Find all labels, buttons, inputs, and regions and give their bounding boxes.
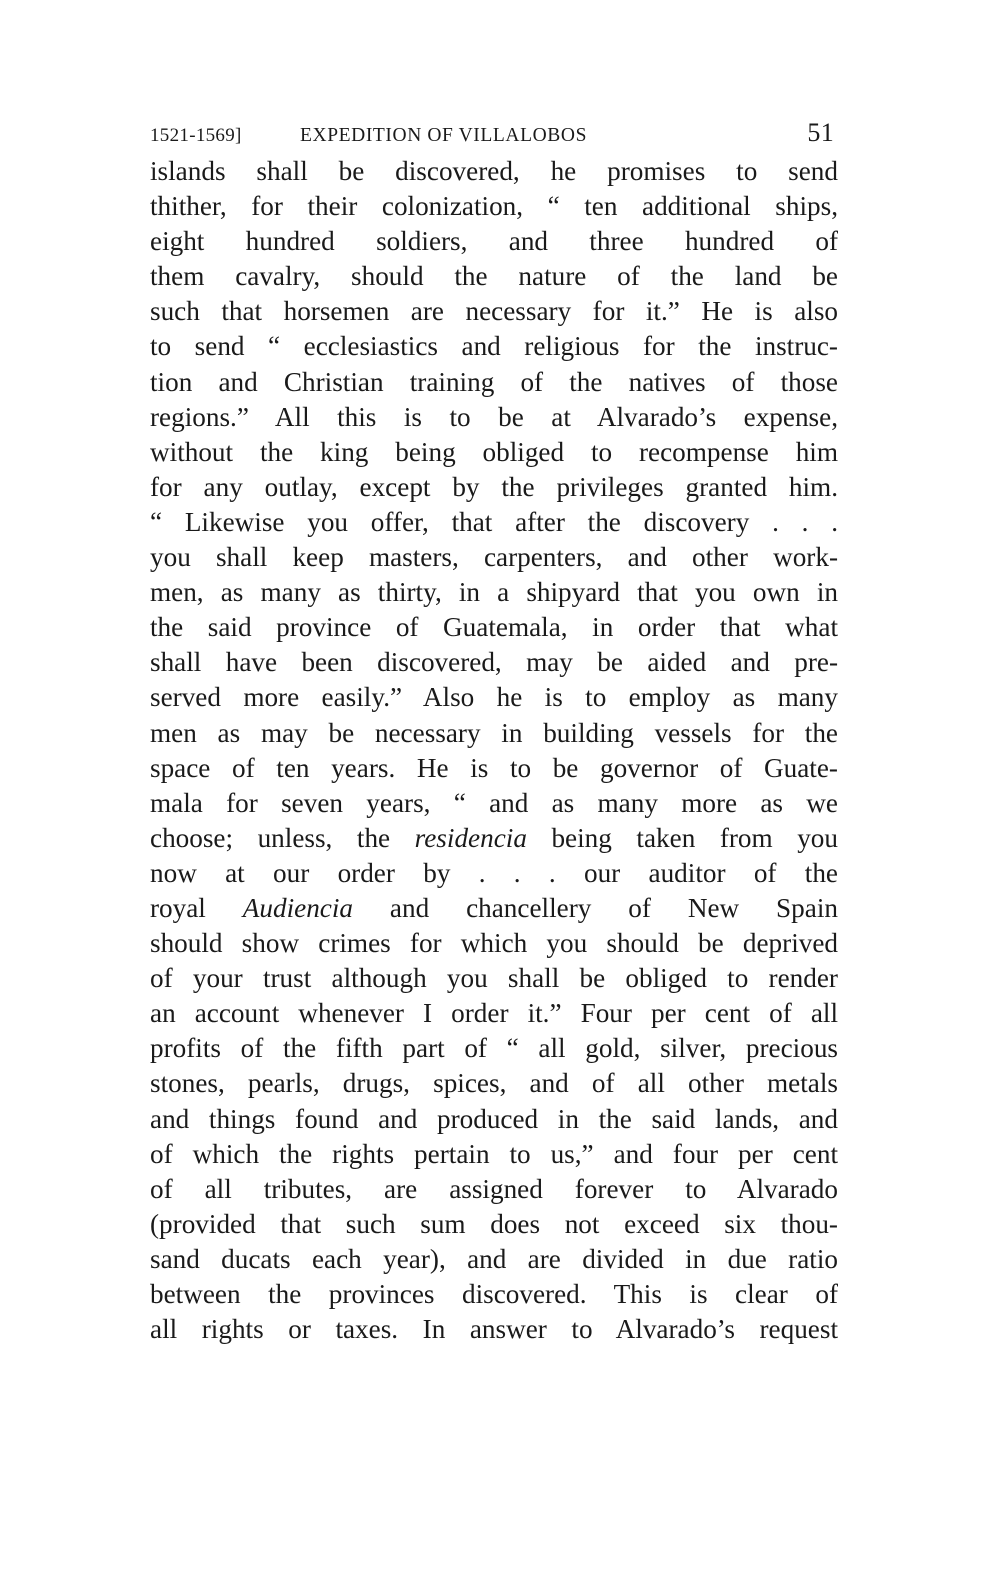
book-page — [150, 118, 838, 1347]
text-line: to send “ ecclesiastics and religious for the instruc- — [150, 331, 838, 362]
running-head — [150, 118, 838, 154]
text-line — [150, 821, 838, 856]
text-line: shall have been discovered, may be aided and pre- — [150, 647, 838, 678]
text-line: of all tributes, are assigned forever to Alvarado — [150, 1173, 838, 1204]
text-line: tion and Christian training of the natives of those — [150, 366, 838, 397]
text-line: for any outlay, except by the privileges granted him. — [150, 471, 838, 502]
text-line: the said province of Guatemala, in order that what — [150, 612, 838, 643]
text-line: sand ducats each year), and are divided in due ratio — [150, 1243, 838, 1274]
text-line: eight hundred soldiers, and three hundred of — [150, 226, 838, 257]
text-line: you shall keep masters, carpenters, and other work- — [150, 542, 838, 573]
text-line: space of ten years. He is to be governor of Guate- — [150, 752, 838, 783]
text-line: regions.” All this is to be at Alvarado’s expense, — [150, 401, 838, 432]
text-line: should show crimes for which you should be deprived — [150, 928, 838, 959]
text-line: and things found and produced in the said lands, and — [150, 1103, 838, 1134]
text-line: without the king being obliged to recompense him — [150, 436, 838, 467]
page-number: 51 — [807, 118, 834, 147]
text-line: of which the rights pertain to us,” and four per cent — [150, 1138, 838, 1169]
italic-term: Audiencia — [242, 892, 354, 923]
running-head-dates: 1521-1569] — [150, 125, 242, 146]
text-line: “ Likewise you offer, that after the discovery . . . — [150, 506, 838, 537]
text-line: men, as many as thirty, in a shipyard that you own in — [150, 577, 838, 608]
text-line: mala for seven years, “ and as many more as we — [150, 787, 838, 818]
text-segment: and chancellery of New Spain — [353, 892, 838, 923]
text-line: of your trust although you shall be obliged to render — [150, 963, 838, 994]
text-line: thither, for their colonization, “ ten additional ships, — [150, 191, 838, 222]
italic-term: residencia — [414, 822, 527, 853]
text-segment: being taken from you — [526, 822, 838, 853]
text-line: an account whenever I order it.” Four per cent of all — [150, 998, 838, 1029]
text-line: between the provinces discovered. This is clear of — [150, 1279, 838, 1309]
body-text — [150, 154, 838, 1347]
text-line: served more easily.” Also he is to employ as many — [150, 682, 838, 713]
text-line: stones, pearls, drugs, spices, and of all other metals — [150, 1068, 838, 1099]
text-line — [150, 891, 838, 926]
text-line: such that horsemen are necessary for it.” He is also — [150, 296, 838, 327]
text-line: all rights or taxes. In answer to Alvarado’s request — [150, 1314, 838, 1345]
text-line: profits of the fifth part of “ all gold, silver, precious — [150, 1033, 838, 1064]
text-line: now at our order by . . . our auditor of the — [150, 857, 838, 888]
text-line: (provided that such sum does not exceed six thou- — [150, 1208, 838, 1239]
text-segment: royal — [150, 892, 243, 923]
text-line: them cavalry, should the nature of the land be — [150, 261, 838, 292]
text-line: islands shall be discovered, he promises to send — [150, 156, 838, 186]
running-head-left — [150, 125, 587, 147]
text-segment: choose; unless, the — [150, 822, 415, 853]
text-line: men as may be necessary in building vessels for the — [150, 717, 838, 748]
running-head-title: EXPEDITION OF VILLALOBOS — [300, 125, 588, 146]
